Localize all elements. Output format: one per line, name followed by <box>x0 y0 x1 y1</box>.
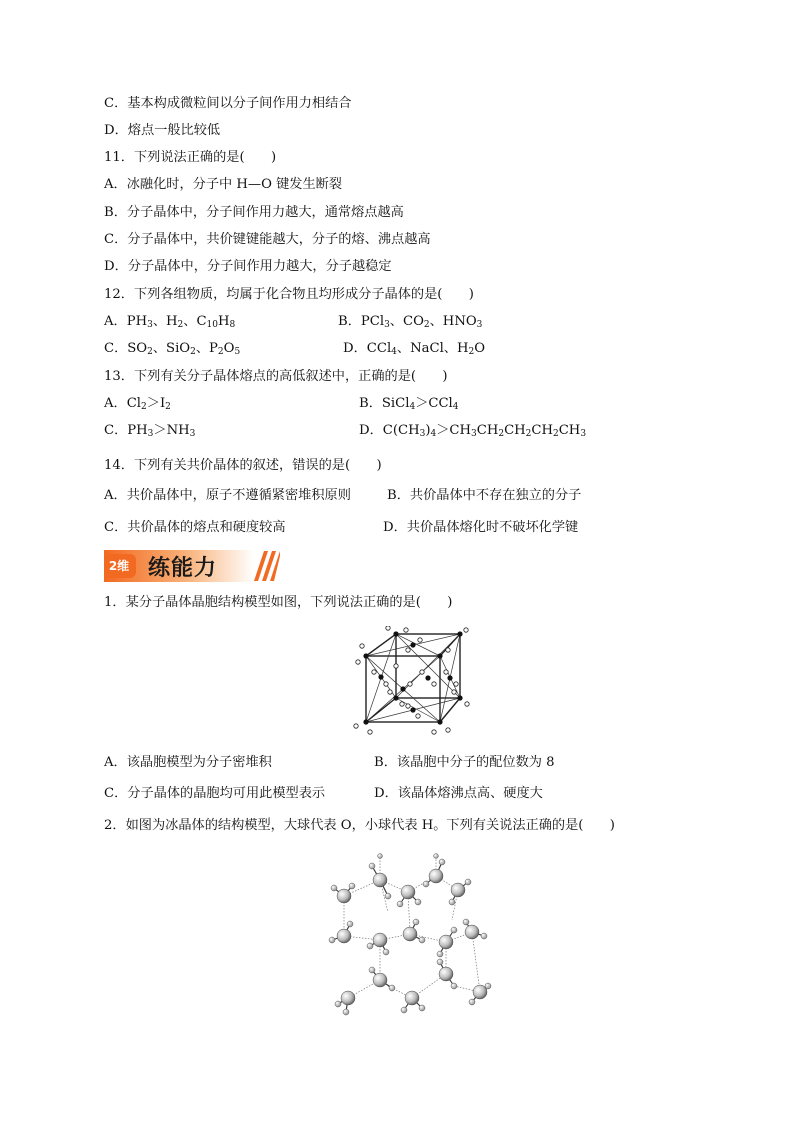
option-11d: D．分子晶体中，分子间作用力越大，分子越稳定 <box>104 259 392 274</box>
text-line: D．熔点一般比较低 <box>104 123 221 138</box>
option-11c: C．分子晶体中，共价键键能越大，分子的熔、沸点越高 <box>104 232 431 247</box>
option-p1c: C．分子晶体的晶胞均可用此模型表示 <box>104 786 326 801</box>
question-11: 11．下列说法正确的是( ) <box>104 150 277 165</box>
unit-cell-figure <box>350 626 470 736</box>
option-11a: A．冰融化时，分子中 H—O 键发生断裂 <box>104 177 343 192</box>
section-title: 练能力 <box>148 556 218 581</box>
option-14d: D．共价晶体熔化时不破坏化学键 <box>383 520 579 535</box>
option-12c: C．$SO_2$、SiO$_2$、$P_2O_5$ <box>104 341 241 357</box>
option-14b: B．共价晶体中不存在独立的分子 <box>387 488 582 503</box>
option-p1a: A．该晶胞模型为分子密堆积 <box>104 755 272 770</box>
question-13: 13．下列有关分子晶体熔点的高低叙述中，正确的是( ) <box>104 369 448 384</box>
text-line: C．基本构成微粒间以分子间作用力相结合 <box>104 96 352 111</box>
option-14a: A．共价晶体中，原子不遵循紧密堆积原则 <box>104 488 351 503</box>
option-11b: B．分子晶体中，分子间作用力越大，通常熔点越高 <box>104 205 404 220</box>
problem-1: 1．某分子晶体晶胞结构模型如图，下列说法正确的是( ) <box>104 595 453 610</box>
option-12d: D．CCl$_4$、NaCl、$H_2O$ <box>343 341 486 357</box>
option-13b: B．SiCl$_4$＞CCl$_4$ <box>359 396 459 412</box>
option-13a: A．$Cl_2>I_2$ <box>104 396 171 412</box>
banner-tag: 2维 <box>108 559 130 573</box>
option-p1b: B．该晶胞中分子的配位数为 8 <box>374 755 555 770</box>
question-14: 14．下列有关共价晶体的叙述，错误的是( ) <box>104 458 382 473</box>
question-12: 12．下列各组物质，均属于化合物且均形成分子晶体的是( ) <box>104 287 474 302</box>
option-14c: C．共价晶体的熔点和硬度较高 <box>104 520 286 535</box>
problem-2: 2．如图为冰晶体的结构模型，大球代表 O，小球代表 H。下列有关说法正确的是( ) <box>104 818 615 833</box>
option-12a: A．$PH_3$、$H_2$、$C_{10}H_8$ <box>104 314 236 330</box>
option-p1d: D．该晶体熔沸点高、硬度大 <box>374 786 543 801</box>
option-13c: C．$PH_3>NH_3$ <box>104 423 196 439</box>
option-13d: D．$C(CH_3)_4>CH_3CH_2CH_2CH_2CH_3$ <box>359 423 587 439</box>
ice-structure-figure <box>322 852 492 1020</box>
option-12b: B．PCl$_3$、$CO_2$、$HNO_3$ <box>338 314 483 330</box>
